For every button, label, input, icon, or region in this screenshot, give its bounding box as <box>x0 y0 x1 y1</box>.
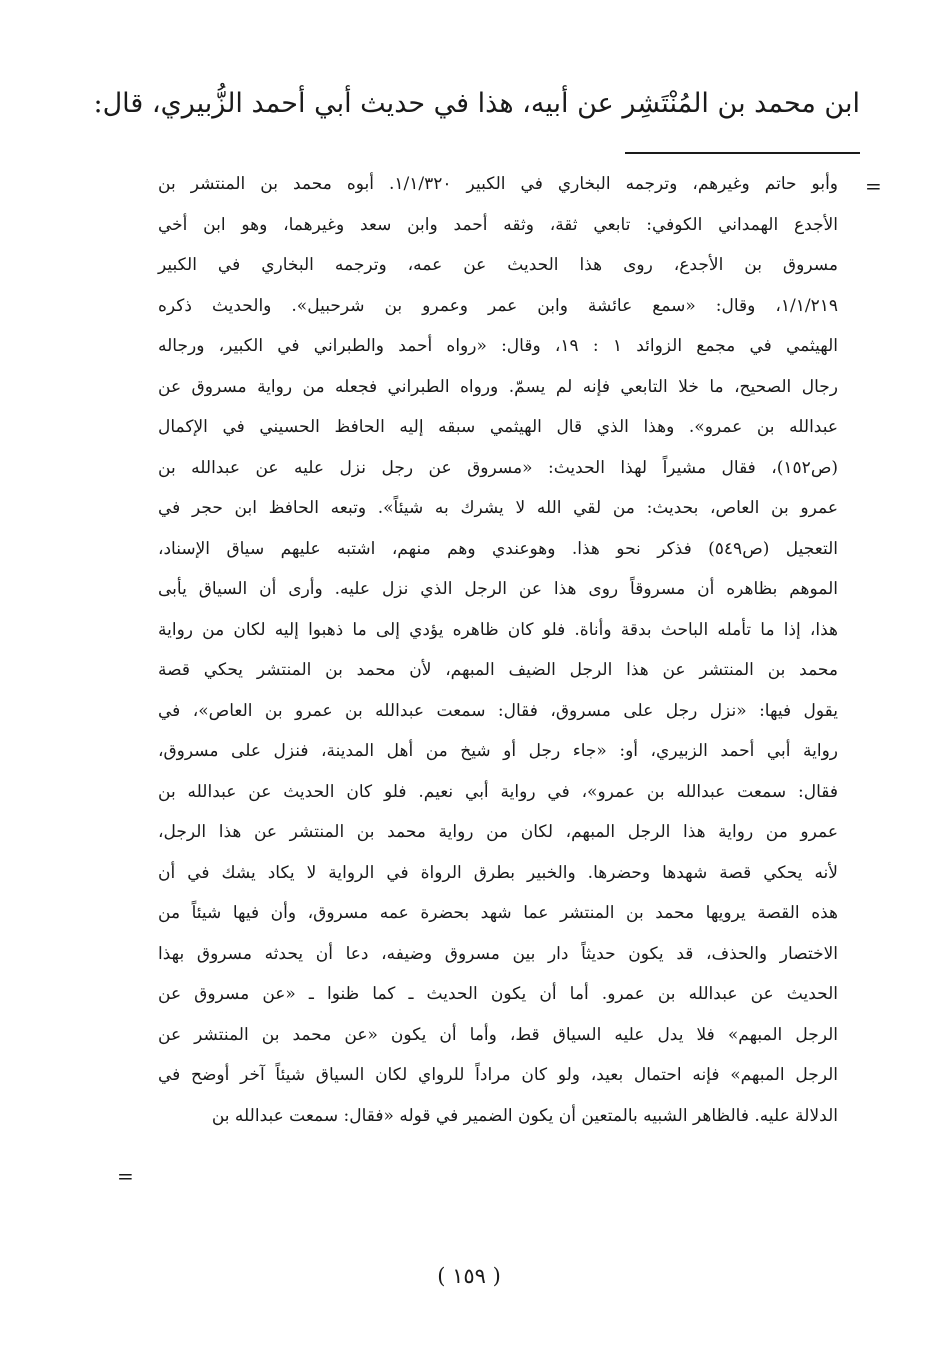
main-text-line: ابن محمد بن المُنْتَشِر عن أبيه، هذا في حديث أبي أحمد الزُّبيري، قال: <box>93 88 860 119</box>
footnote-line: الهيثمي في مجمع الزوائد ١ : ١٩، وقال: «رواه أحمد والطبراني في الكبير، ورجاله <box>158 336 838 356</box>
footnote-block <box>158 164 838 1136</box>
footnote-line: عمرو بن العاص، بحديث: من لقي الله لا يشرك به شيئاً». وتبعه الحافظ ابن حجر في <box>158 498 838 518</box>
footnote-line: فقال: سمعت عبدالله بن عمرو»، في رواية أبي نعيم. فلو كان الحديث عن عبدالله بن <box>158 781 838 802</box>
footnote-line: الرجل المبهم» فلا يدل عليه السياق قط، وأما أن يكون «عن محمد بن المنتشر عن <box>158 1024 838 1045</box>
footnote-line: الاختصار والحذف، قد يكون حديثاً دار بين مسروق وضيفه، دعا أن يحدثه مسروق بهذا <box>158 943 838 964</box>
footnote-continuation-mark-top: = <box>865 174 882 198</box>
footnote-line: عبدالله بن عمرو». وهذا الذي قال الهيثمي سبقه إليه الحافظ الحسيني في الإكمال <box>158 417 838 437</box>
footnote-line: لأنه يحكي قصة شهدها وحضرها. والخبير بطرق الرواة في الرواية لا يكاد يشك في أن <box>158 862 838 883</box>
footnote-line: الأجدع الهمداني الكوفي: تابعي ثقة، وثقه أحمد وابن سعد وغيرهما، وهو ابن أخي <box>158 214 838 235</box>
footnote-separator-rule <box>625 152 860 154</box>
footnote-line: رجال الصحيح، ما خلا التابعي فإنه لم يسمّ. ورواه الطبراني فجعله من رواية مسروق عن <box>158 376 839 397</box>
page-number: ( ١٥٩ ) <box>437 1264 501 1288</box>
footnote-line: التعجيل (ص٥٤٩) فذكر نحو هذا. وهوعندي وهم منهم، اشتبه عليهم سياق الإسناد، <box>158 538 838 559</box>
footnote-line: ١/١/٢١٩، وقال: «سمع عائشة وابن عمر وعمرو بن شرحبيل». والحديث ذكره <box>158 295 838 316</box>
footnote-line: رواية أبي أحمد الزبيري، أو: «جاء رجل أو شيخ من أهل المدينة، فنزل على مسروق، <box>158 741 838 761</box>
footnote-line: هذا، إذا ما تأمله الباحث بدقة وأناة. فلو كان ظاهره يؤدي إلى ما ذهبوا إليه لكان من رواية <box>158 619 838 640</box>
footnote-continuation-mark-bottom: = <box>117 1164 134 1188</box>
footnote-line: (ص١٥٢)، فقال مشيراً لهذا الحديث: «مسروق عن رجل نزل عليه عن عبدالله بن <box>158 457 838 478</box>
footnote-line: الموهم بظاهره أن مسروقاً روى هذا عن الرجل الذي نزل عليه. وأرى أن السياق يأبى <box>158 579 838 599</box>
footnote-line: هذه القصة يرويها محمد بن المنتشر عما شهد بحضرة عمه مسروق، وأن فيها شيئاً من <box>158 903 838 923</box>
footnote-line: عمرو من رواية هذا الرجل المبهم، لكان من رواية محمد بن المنتشر عن هذا الرجل، <box>158 822 838 842</box>
footnote-line: وأبو حاتم وغيرهم، وترجمه البخاري في الكبير ١/١/٣٢٠. أبوه محمد بن المنتشر بن <box>158 174 838 194</box>
footnote-line: الرجل المبهم» فإنه احتمال بعيد، ولو كان مراداً للرواي لكان السياق شيئاً آخر أوضح في <box>158 1065 838 1085</box>
footnote-line: يقول فيها: «نزل رجل على مسروق، فقال: سمعت عبدالله بن عمرو بن العاص»، في <box>158 700 838 721</box>
footnote-line: محمد بن المنتشر عن هذا الرجل الضيف المبهم، لأن محمد بن المنتشر يحكي قصة <box>158 660 838 680</box>
footnote-line: الحديث عن عبدالله بن عمرو. أما أن يكون الحديث ـ كما ظنوا ـ «عن مسروق عن <box>158 984 838 1004</box>
footnote-line: الدلالة عليه. فالظاهر الشبيه بالمتعين أن يكون الضمير في قوله «فقال: سمعت عبدالله بن <box>211 1105 838 1126</box>
footnote-line: مسروق بن الأجدع، روى هذا الحديث عن عمه، وترجمه البخاري في الكبير <box>158 255 838 275</box>
